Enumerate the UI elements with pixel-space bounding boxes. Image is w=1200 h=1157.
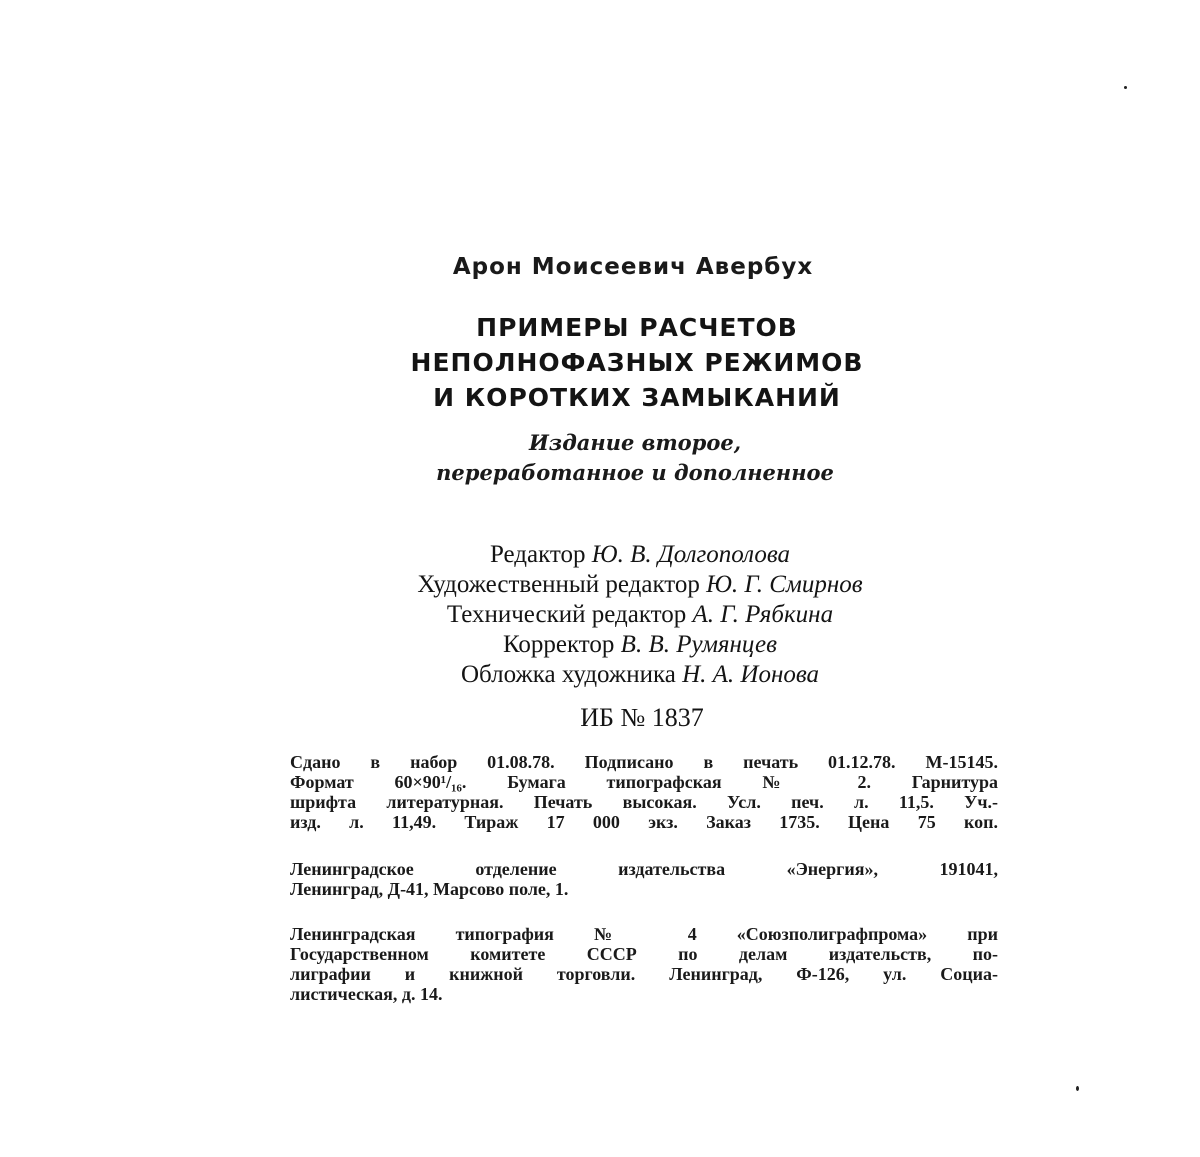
imprint-line: Ленинградское отделение издательства «Энергия», 191041,: [290, 859, 998, 879]
imprint-printer: [290, 924, 998, 1004]
credit-proofreader: [0, 630, 1200, 660]
credit-role: Корректор: [502, 631, 615, 658]
credit-art-editor: [0, 570, 1200, 600]
credit-cover-artist: [0, 660, 1200, 690]
credit-name: Ю. В. Долгополова: [591, 541, 791, 568]
imprint-print-details: [290, 752, 998, 832]
imprint-line: Сдано в набор 01.08.78. Подписано в печать 01.12.78. М-15145.: [290, 752, 998, 772]
imprint-line: Государственном комитете СССР по делам издательств, по-: [290, 944, 998, 964]
scan-speck: [1076, 1086, 1079, 1091]
ib-number: ИБ № 1837: [580, 703, 704, 732]
credit-name: Ю. Г. Смирнов: [706, 571, 863, 598]
credit-name: В. В. Румянцев: [620, 631, 778, 658]
scan-speck: [1124, 86, 1127, 89]
imprint-line: шрифта литературная. Печать высокая. Усл. печ. л. 11,5. Уч.-: [290, 792, 998, 812]
credit-name: Н. А. Ионова: [682, 661, 820, 688]
author-name: Арон Моисеевич Авербух: [452, 254, 814, 280]
credit-name: А. Г. Рябкина: [692, 601, 834, 628]
imprint-line: изд. л. 11,49. Тираж 17 000 экз. Заказ 1735. Цена 75 коп.: [290, 812, 998, 832]
credit-role: Обложка художника: [460, 661, 676, 688]
edition-line: переработанное и дополненное: [436, 460, 834, 485]
imprint-line: Ленинградская типография № 4 «Союзполиграфпрома» при: [290, 924, 998, 944]
credits-block: [0, 540, 1200, 690]
credit-role: Художественный редактор: [417, 571, 700, 598]
imprint-line: листическая, д. 14.: [290, 984, 443, 1004]
imprint-line: Ленинград, Д-41, Марсово поле, 1.: [290, 879, 569, 899]
credit-tech-editor: [0, 600, 1200, 630]
title-line: И КОРОТКИХ ЗАМЫКАНИЙ: [433, 383, 841, 412]
imprint-line: лиграфии и книжной торговли. Ленинград, Ф-126, ул. Социа-: [290, 964, 998, 984]
title-line: ПРИМЕРЫ РАСЧЕТОВ: [476, 313, 798, 342]
imprint-line: Формат 60×90¹/₁₆. Бумага типографская № 2. Гарнитура: [290, 772, 998, 792]
imprint-publisher: [290, 859, 998, 899]
edition-line: Издание второе,: [528, 430, 742, 455]
title-line: НЕПОЛНОФАЗНЫХ РЕЖИМОВ: [410, 348, 864, 377]
edition-note: [0, 428, 1200, 488]
credit-role: Редактор: [489, 541, 586, 568]
credit-role: Технический редактор: [446, 601, 687, 628]
credit-editor: [0, 540, 1200, 570]
book-title: [0, 310, 1200, 415]
